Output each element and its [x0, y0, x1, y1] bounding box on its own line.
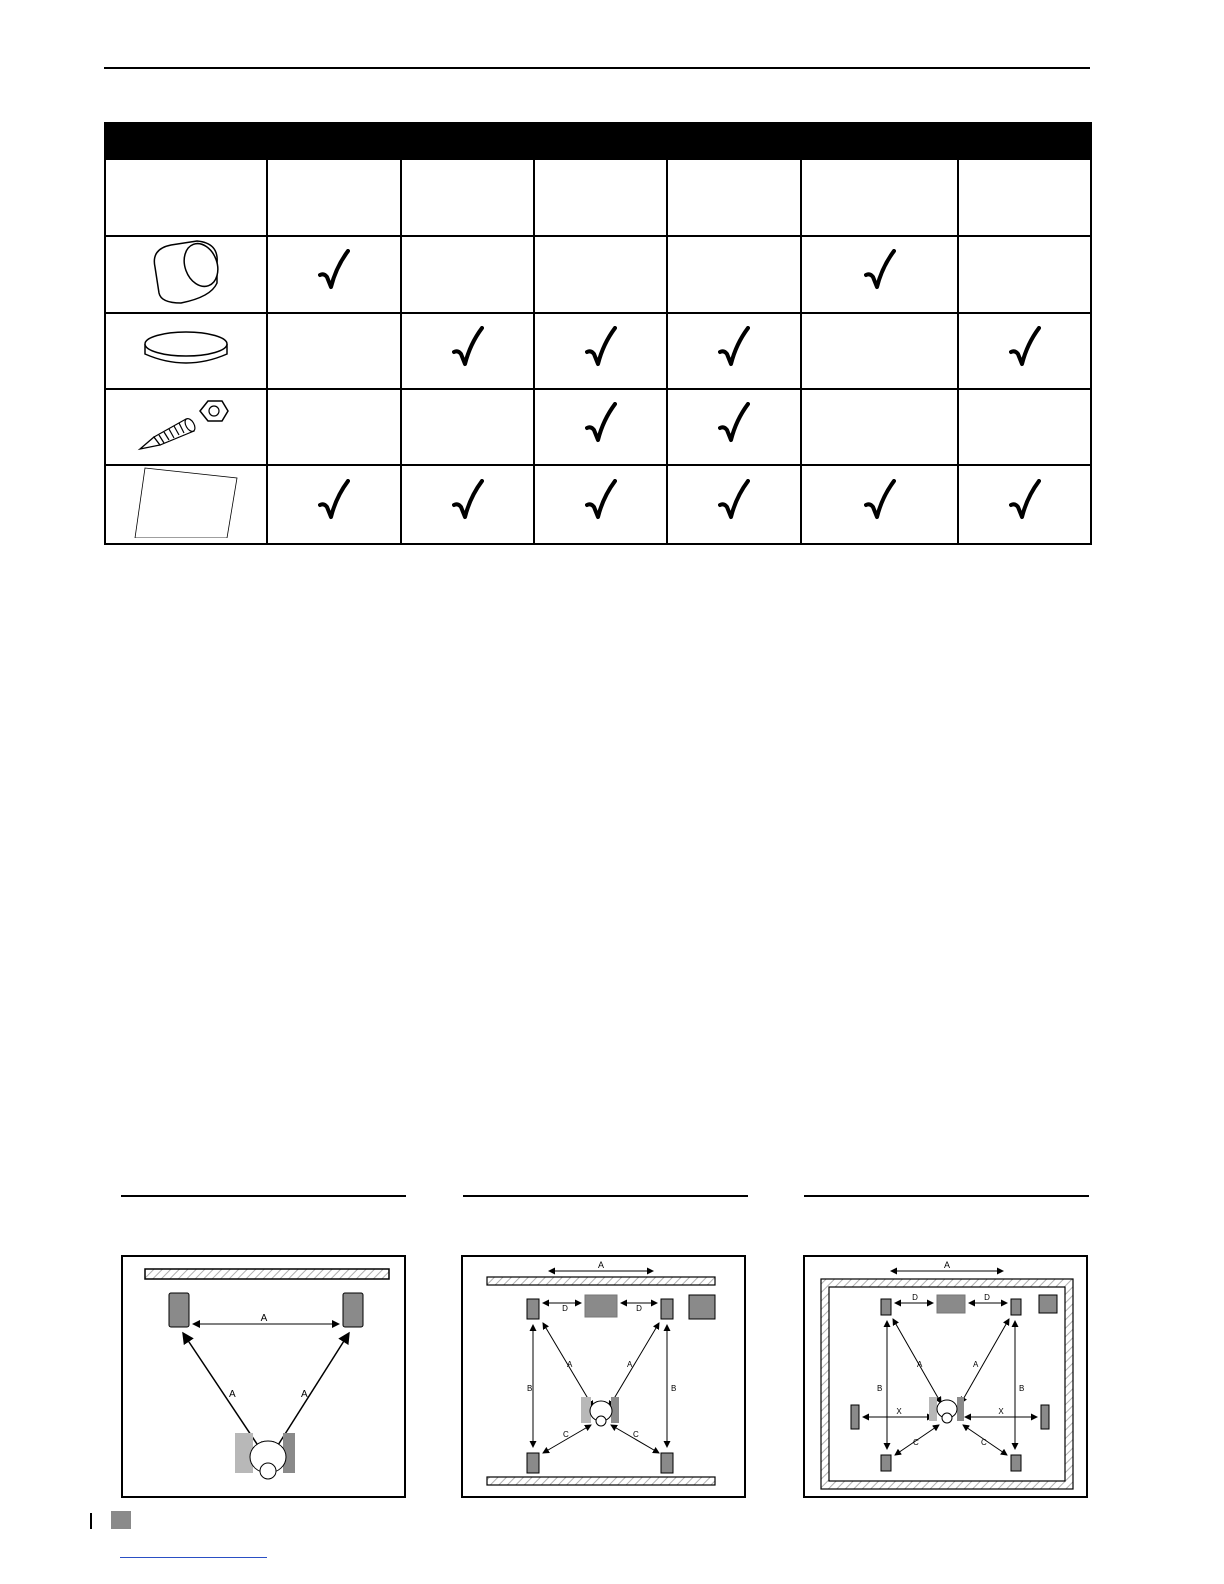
check-cell [401, 389, 534, 465]
cone-foot-icon [105, 236, 267, 313]
cloth-icon [105, 465, 267, 544]
check-cell [958, 236, 1091, 313]
checkmark-icon [318, 479, 350, 525]
check-cell [534, 313, 667, 389]
check-cell [801, 313, 958, 389]
check-cell [667, 389, 801, 465]
check-cell [401, 313, 534, 389]
table-row [105, 389, 1091, 465]
check-cell [958, 313, 1091, 389]
check-cell [801, 389, 958, 465]
checkmark-icon [585, 326, 617, 372]
label-d: D [636, 1304, 642, 1313]
accessory-compatibility-table [104, 122, 1092, 545]
check-cell [267, 389, 401, 465]
diagram-rule-1 [121, 1195, 406, 1197]
check-cell [801, 236, 958, 313]
round-pad-icon [105, 313, 267, 389]
checkmark-icon [585, 402, 617, 448]
label-d: D [562, 1304, 568, 1313]
check-cell [267, 313, 401, 389]
label-c: C [981, 1438, 987, 1447]
label-b: B [527, 1384, 533, 1393]
label-x: X [896, 1407, 902, 1416]
check-cell [267, 465, 401, 544]
stereo-layout-diagram [121, 1255, 406, 1498]
check-cell [267, 236, 401, 313]
label-a: A [567, 1360, 573, 1369]
label-a: A [973, 1360, 979, 1369]
check-cell [801, 465, 958, 544]
footer-link-underline [120, 1557, 267, 1558]
model-header-row [105, 159, 1091, 236]
surround-5-layout-diagram [461, 1255, 746, 1498]
check-cell [401, 465, 534, 544]
check-cell [534, 236, 667, 313]
check-cell [534, 389, 667, 465]
label-a: A [943, 1260, 951, 1270]
checkmark-icon [718, 402, 750, 448]
spike-nut-icon [105, 389, 267, 465]
check-cell [667, 465, 801, 544]
checkmark-icon [585, 479, 617, 525]
label-a: A [627, 1360, 633, 1369]
check-cell [958, 389, 1091, 465]
checkmark-icon [1009, 326, 1041, 372]
label-c: C [563, 1430, 569, 1439]
label-x: X [998, 1407, 1004, 1416]
checkmark-icon [864, 479, 896, 525]
table-row [105, 465, 1091, 544]
checkmark-icon [1009, 479, 1041, 525]
label-c: C [913, 1438, 919, 1447]
checkmark-icon [718, 479, 750, 525]
checkmark-icon [718, 326, 750, 372]
label-a: A [301, 1389, 308, 1400]
table-header-bar [105, 123, 1091, 159]
label-b: B [1019, 1384, 1025, 1393]
diagram-rule-2 [463, 1195, 748, 1197]
page-marker-line [90, 1513, 92, 1529]
label-b: B [877, 1384, 883, 1393]
checkmark-icon [452, 479, 484, 525]
checkmark-icon [318, 249, 350, 295]
header-rule [104, 67, 1090, 69]
label-a: A [260, 1313, 268, 1324]
surround-7-layout-diagram [803, 1255, 1088, 1498]
page-marker-box [111, 1511, 131, 1529]
table-row [105, 313, 1091, 389]
label-c: C [633, 1430, 639, 1439]
label-d: D [984, 1293, 990, 1302]
check-cell [401, 236, 534, 313]
label-a: A [917, 1360, 923, 1369]
check-cell [667, 236, 801, 313]
label-b: B [671, 1384, 677, 1393]
table-row [105, 236, 1091, 313]
label-a: A [597, 1260, 605, 1270]
check-cell [534, 465, 667, 544]
label-d: D [912, 1293, 918, 1302]
checkmark-icon [452, 326, 484, 372]
check-cell [958, 465, 1091, 544]
checkmark-icon [864, 249, 896, 295]
check-cell [667, 313, 801, 389]
label-a: A [229, 1389, 236, 1400]
diagram-rule-3 [804, 1195, 1089, 1197]
